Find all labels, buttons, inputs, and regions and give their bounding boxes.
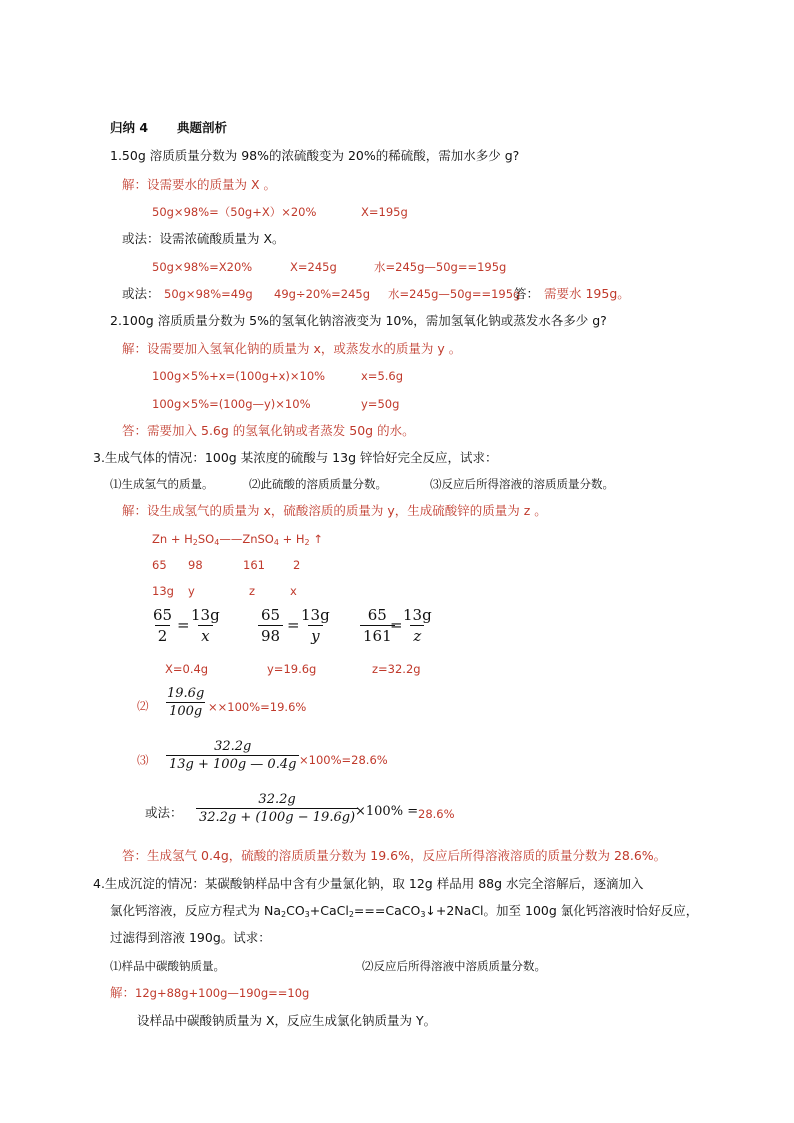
q2-equation-1: 100g×5%+x=(100g+x)×10% bbox=[152, 369, 326, 383]
q3-part-2-fraction: $\frac{19.6g}{100g}$ bbox=[167, 686, 205, 719]
q3-molar-2: 2 bbox=[293, 558, 301, 572]
q3-result-x: X=0.4g bbox=[165, 662, 209, 676]
q3-alt-multiply: ×100% = bbox=[355, 804, 419, 819]
q3-part-3-fraction: $\frac{32.2g}{13g + 100g — 0.4g}$ bbox=[166, 739, 299, 772]
q1-answer: X=195g bbox=[361, 205, 408, 219]
q3-mass-z: z bbox=[249, 584, 256, 598]
q4-part-1: ⑴样品中碳酸钠质量。 bbox=[110, 959, 225, 973]
q3-proportion-3-right: $\frac{13g}{z}$ bbox=[403, 606, 432, 645]
section-title: 典题剖析 bbox=[177, 120, 228, 135]
equals-sign: = bbox=[287, 616, 300, 634]
q3-proportion-2-left: $\frac{65}{98}$ bbox=[258, 606, 283, 645]
q4-question-line-3: 过滤得到溶液 190g。试求： bbox=[110, 930, 271, 945]
q3-molar-161: 161 bbox=[243, 558, 265, 572]
q2-answer-1: x=5.6g bbox=[361, 369, 404, 383]
q3-part-2-label: ⑵ bbox=[137, 699, 149, 713]
q3-result-y: y=19.6g bbox=[267, 662, 317, 676]
q1-alt2-b: 49g÷20%=245g bbox=[274, 287, 371, 301]
q1-equation: 50g×98%=（50g+X）×20% bbox=[152, 205, 317, 219]
q2-final-answer: 答：需要加入 5.6g 的氢氧化钠或者蒸发 50g 的水。 bbox=[122, 423, 415, 438]
q1-solution: 解：设需要水的质量为 X 。 bbox=[122, 177, 277, 192]
q1-final-answer: 需要水 195g。 bbox=[544, 286, 630, 301]
q2-question: 2.100g 溶质质量分数为 5%的氢氧化钠溶液变为 10%，需加氢氧化钠或蒸发水各多少 g? bbox=[110, 313, 607, 328]
equals-sign: = bbox=[390, 616, 403, 634]
q1-alt-x: X=245g bbox=[290, 260, 337, 274]
q3-mass-y: y bbox=[188, 584, 195, 598]
q3-alt-fraction: $\frac{32.2g}{32.2g + (100g - 19.6g)}$ bbox=[196, 792, 358, 825]
q2-solution: 解：设需要加入氢氧化钠的质量为 x，或蒸发水的质量为 y 。 bbox=[122, 341, 462, 356]
q3-mass-13g: 13g bbox=[152, 584, 174, 598]
q3-solution: 解：设生成氢气的质量为 x，硫酸溶质的质量为 y，生成硫酸锌的质量为 z 。 bbox=[122, 503, 547, 518]
q1-alt-method: 或法：设需浓硫酸质量为 X。 bbox=[122, 231, 285, 246]
q1-question: 1.50g 溶质质量分数为 98%的浓硫酸变为 20%的稀硫酸，需加水多少 g? bbox=[110, 148, 520, 163]
q4-question-line-1: 4.生成沉淀的情况：某碳酸钠样品中含有少量氯化钠，取 12g 样品用 88g 水完全溶解后，逐滴加入 bbox=[93, 876, 644, 891]
q3-part-2: ⑵此硫酸的溶质质量分数。 bbox=[249, 477, 387, 491]
q3-proportion-1-left: $\frac{65}{2}$ bbox=[153, 606, 173, 645]
q3-molar-65: 65 bbox=[152, 558, 167, 572]
q3-final-answer: 答：生成氢气 0.4g，硫酸的溶质质量分数为 19.6%，反应后所得溶液溶质的质量分数为 28.6%。 bbox=[122, 848, 667, 863]
q3-part-3-result: ×100%=28.6% bbox=[299, 753, 388, 767]
q3-proportion-1-right: $\frac{13g}{x}$ bbox=[191, 606, 220, 645]
q4-solution: 解：12g+88g+100g—190g==10g bbox=[110, 985, 310, 1000]
section-number: 归纳 4 bbox=[110, 120, 149, 135]
q1-alt-water: 水=245g—50g==195g bbox=[374, 260, 507, 274]
q4-setup: 设样品中碳酸钠质量为 X，反应生成氯化钠质量为 Y。 bbox=[137, 1013, 437, 1028]
q1-answer-label: 答： bbox=[514, 286, 540, 301]
q1-alt-equation: 50g×98%=X20% bbox=[152, 260, 253, 274]
q3-proportion-2-right: $\frac{13g}{y}$ bbox=[301, 606, 330, 645]
q2-answer-2: y=50g bbox=[361, 397, 400, 411]
q3-result-z: z=32.2g bbox=[372, 662, 421, 676]
q2-equation-2: 100g×5%=(100g—y)×10% bbox=[152, 397, 311, 411]
q1-alt2-label: 或法： bbox=[122, 286, 160, 301]
q1-alt2-eq: 50g×98%=49g bbox=[164, 287, 253, 301]
equals-sign: = bbox=[177, 616, 190, 634]
q3-molar-98: 98 bbox=[188, 558, 203, 572]
q3-question: 3.生成气体的情况：100g 某浓度的硫酸与 13g 锌恰好完全反应，试求： bbox=[93, 450, 498, 465]
q3-part-3: ⑶反应后所得溶液的溶质质量分数。 bbox=[430, 477, 614, 491]
q3-mass-x: x bbox=[290, 584, 297, 598]
q4-part-2: ⑵反应后所得溶液中溶质质量分数。 bbox=[362, 959, 546, 973]
q3-part-3-label: ⑶ bbox=[137, 753, 149, 767]
q3-part-1: ⑴生成氢气的质量。 bbox=[110, 477, 214, 491]
q3-part-2-result: ××100%=19.6% bbox=[208, 700, 307, 714]
q4-question-line-2: 氯化钙溶液，反应方程式为 $Na_2CO_3+CaCl_2===CaCO_3↓+2NaCl$。加至 100g 氯化钙溶液时恰好反应， bbox=[110, 903, 699, 919]
q1-alt2-c: 水=245g—50g==195g bbox=[388, 287, 521, 301]
q3-alt-label: 或法： bbox=[145, 805, 183, 820]
q3-reaction-equation: $Zn + H_2SO_4——ZnSO_4 + H_2$ ↑ bbox=[152, 532, 323, 547]
q3-alt-result: 28.6% bbox=[418, 807, 455, 821]
q3-proportion-3-left: $\frac{65}{161}$ bbox=[360, 606, 395, 645]
